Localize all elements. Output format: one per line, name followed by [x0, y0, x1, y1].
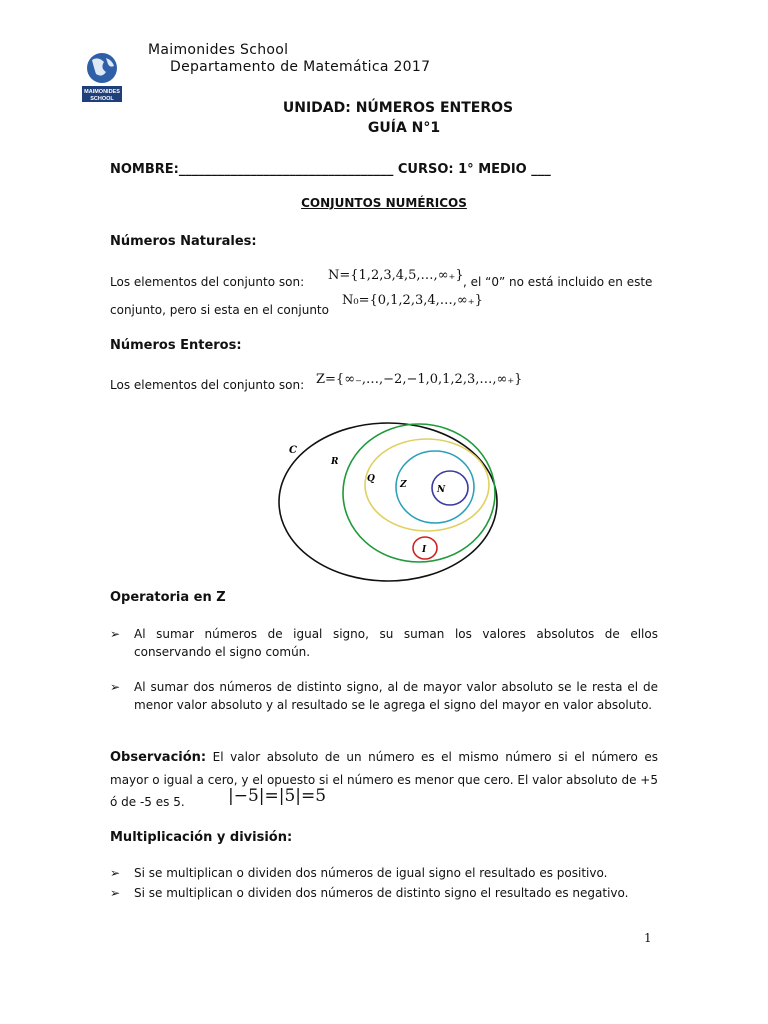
arrow-bullet-icon: ➢: [110, 680, 121, 694]
set-c-ellipse: [279, 423, 497, 581]
naturales-line1-suffix: , el “0” no está incluido en este: [463, 275, 653, 289]
guide-title: GUÍA N°1: [367, 120, 441, 136]
list-item: [110, 864, 658, 882]
naturales-line1-text: Los elementos del conjunto son:: [110, 275, 305, 289]
label-z: Z: [400, 480, 407, 490]
arrow-bullet-icon: ➢: [110, 627, 121, 641]
list-item-text: Al sumar números de igual signo, su suman los valores absolutos de ellos conservando el signo común.: [134, 627, 658, 659]
observation-label: Observación:: [110, 750, 207, 765]
list-item: [110, 625, 658, 661]
operatoria-heading: Operatoria en Z: [110, 590, 226, 605]
naturales-line2-text: conjunto, pero si esta en el conjunto: [110, 303, 329, 317]
label-r: R: [331, 457, 339, 467]
list-item: [110, 678, 658, 714]
number-sets-diagram: [270, 412, 514, 590]
page-number: 1: [644, 931, 652, 945]
section-title: CONJUNTOS NUMÉRICOS: [301, 196, 467, 210]
observation-text: El valor absoluto de un número es el mismo número si el número es mayor o igual a cero, y el opuesto si el número es menor que cero. El valor absoluto de +5 ó de -5 es 5.: [110, 750, 658, 809]
label-q: Q: [367, 474, 375, 484]
formula-z: Z={∞₋,…,−2,−1,0,1,2,3,…,∞₊}: [316, 372, 523, 387]
list-item-text: Si se multiplican o dividen dos números de igual signo el resultado es positivo.: [134, 866, 608, 880]
observation-paragraph: [110, 746, 658, 813]
label-c: C: [289, 445, 297, 456]
set-q-ellipse: [365, 439, 489, 531]
label-i: I: [422, 545, 427, 555]
label-n: N: [437, 485, 446, 495]
school-logo: [80, 50, 124, 104]
naturales-heading: Números Naturales:: [110, 234, 257, 249]
set-z-ellipse: [396, 451, 474, 523]
student-name-line: NOMBRE:_________________________________ CURSO: 1° MEDIO ___: [110, 162, 551, 177]
enteros-line-text: Los elementos del conjunto son:: [110, 378, 305, 392]
school-name: Maimonides School: [148, 42, 289, 58]
naturales-line1: [110, 275, 304, 289]
enteros-heading: Números Enteros:: [110, 338, 242, 353]
list-item: [110, 884, 658, 902]
department-name: Departamento de Matemática 2017: [170, 59, 431, 75]
logo-text-top: MAIMONIDES: [84, 89, 120, 95]
multiplicacion-heading: Multiplicación y división:: [110, 830, 293, 845]
list-item-text: Al sumar dos números de distinto signo, al de mayor valor absoluto se le resta el de menor valor absoluto y al resultado se le agrega el signo del mayor en valor absoluto.: [134, 680, 658, 712]
list-item-text: Si se multiplican o dividen dos números de distinto signo el resultado es negativo.: [134, 886, 629, 900]
arrow-bullet-icon: ➢: [110, 866, 121, 880]
logo-text-bottom: SCHOOL: [90, 96, 114, 102]
formula-n: N={1,2,3,4,5,…,∞₊}: [328, 268, 464, 283]
formula-n0: N₀={0,1,2,3,4,…,∞₊}: [342, 293, 483, 308]
absolute-value-formula: |−5|=|5|=5: [228, 786, 327, 806]
arrow-bullet-icon: ➢: [110, 886, 121, 900]
unit-title: UNIDAD: NÚMEROS ENTEROS: [282, 100, 514, 116]
